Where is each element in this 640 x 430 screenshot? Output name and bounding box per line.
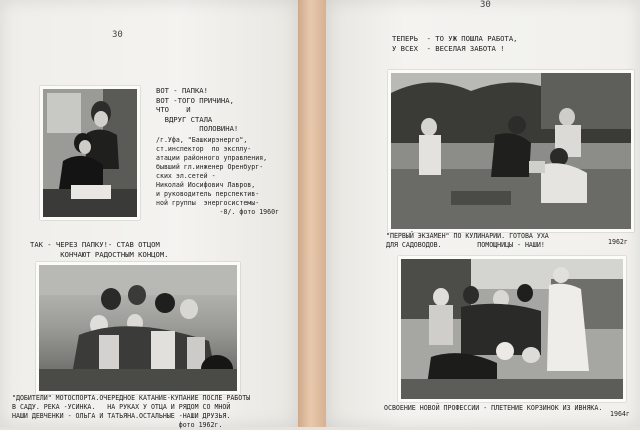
caption-year-1964: 1964г	[610, 410, 630, 418]
caption-through-papa: ТАК - ЧЕРЕЗ ПАПКУ!- СТАВ ОТЦОМ КОНЧАЮТ РАДОСТНЫМ КОНЦОМ.	[30, 240, 169, 259]
caption-first-exam-cooking: "ПЕРВЫЙ ЭКЗАМЕН" ПО КУЛИНАРИИ. ГОТОВА УХА ДЛЯ САДОВОДОВ. ПОМОЩНИЦЫ - НАШИ!	[386, 232, 549, 249]
caption-year-1962: 1962г	[608, 238, 628, 246]
caption-motosport: "ДОБИТЕЛИ" МОТОСПОРТА.ОЧЕРЕДНОЕ КАТАНИЕ-КУПАНИЕ ПОСЛЕ РАБОТЫ В САДУ. РЕКА -УСИНКА. НА РУКАХ У ОТЦА И РЯДОМ СО МНОЙ НАШИ ДЕВЧЕНКИ - ОЛЬГА И ТАТЬЯНА.ОСТАЛЬНЫЕ -НАШИ ДРУЗЬЯ. фото 1962г.	[12, 394, 251, 429]
caption-here-is-papa: ВОТ - ПАПКА! ВОТ -ТОГО ПРИЧИНА, ЧТО И ВДРУГ СТАЛА ПОЛОВИНА!	[156, 86, 239, 134]
photo-girls-cooking-fish-soup	[388, 70, 634, 232]
right-page-number: 30	[480, 0, 491, 10]
left-page-number: 30	[112, 30, 123, 40]
caption-now-work-started: ТЕПЕРЬ - ТО УЖ ПОШЛА РАБОТА, У ВСЕХ - ВЕСЕЛАЯ ЗАБОТА !	[392, 34, 518, 53]
photo-basket-weaving	[398, 256, 626, 402]
book-spine	[298, 0, 326, 427]
caption-basket-weaving: ОСВОЕНИЕ НОВОЙ ПРОФЕССИИ - ПЛЕТЕНИЕ КОРЗИНОК ИЗ ИВНЯКА.	[384, 404, 603, 412]
photo-father-at-desk	[40, 86, 140, 220]
caption-lavrov-bio: /г.Уфа, "Башкирэнерго", ст.инспектор по эксплу- атации районного управления, бывший гл.инженер Оренбург- ских эл.сетей - Николай Иосифович Лавров, и руководитель перспектив- ной группы энергосистемы- -8/. фото 1960г	[156, 136, 280, 216]
photo-family-on-motorcycle	[36, 262, 240, 394]
